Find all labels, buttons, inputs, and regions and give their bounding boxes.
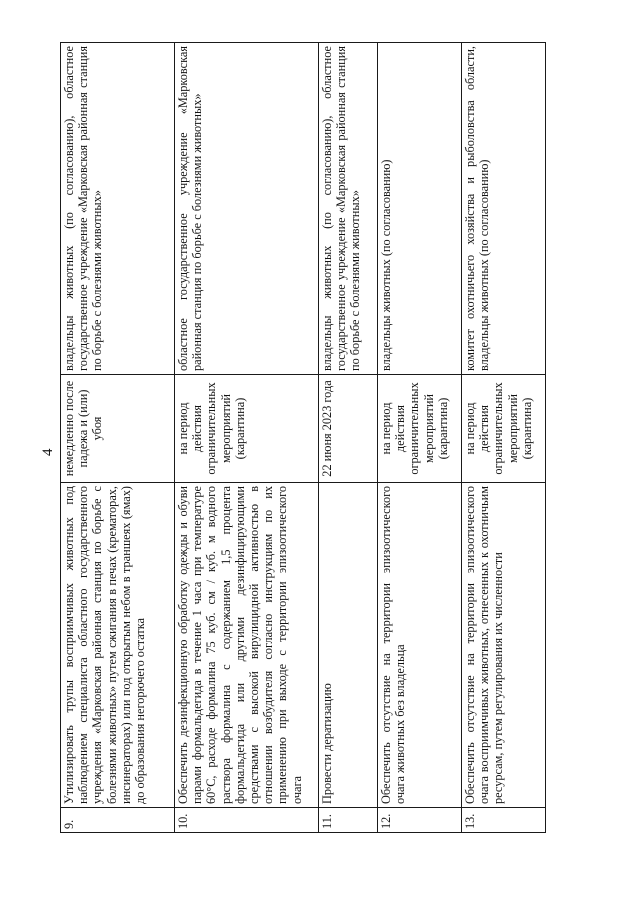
row-number: 13. xyxy=(462,808,546,833)
executor-text: владельцы животных (по согласованию) xyxy=(378,43,462,375)
table-row xyxy=(175,43,319,833)
row-number: 12. xyxy=(378,808,462,833)
period-text: на период действия ограничительных мероприятий (карантина) xyxy=(378,375,462,483)
measure-text: Утилизировать трупы восприимчивых животных под наблюдением специалиста областного государственного учреждения «Марковская районная станция по борьбе с болезнями животных» путем сжигания в печах (крематорах, инсинераторах) или под открытым небом в траншеях (ямах) до образования негорючего остатка xyxy=(61,483,175,808)
table-row xyxy=(61,43,175,833)
measures-table xyxy=(60,42,546,833)
row-number: 10. xyxy=(175,808,319,833)
table-row xyxy=(319,43,378,833)
period-text: на период действия ограничительных мероприятий (карантина) xyxy=(175,375,319,483)
executor-text: владельцы животных (по согласованию), областное государственное учреждение «Марковская районная станция по борьбе с болезнями животных» xyxy=(319,43,378,375)
executor-text: комитет охотничьего хозяйства и рыболовства области, владельцы животных (по согласованию) xyxy=(462,43,546,375)
table-row xyxy=(378,43,462,833)
row-number: 11. xyxy=(319,808,378,833)
executor-text: областное государственное учреждение «Марковская районная станция по борьбе с болезнями животных» xyxy=(175,43,319,375)
measure-text: Провести дератизацию xyxy=(319,483,378,808)
period-text: 22 июня 2023 года xyxy=(319,375,378,483)
measure-text: Обеспечить отсутствие на территории эпизоотического очага животных без владельца xyxy=(378,483,462,808)
row-number: 9. xyxy=(61,808,175,833)
period-text: на период действия ограничительных мероприятий (карантина) xyxy=(462,375,546,483)
measure-text: Обеспечить отсутствие на территории эпизоотического очага восприимчивых животных, отнесенных к охотничьим ресурсам, путем регулирования их численности xyxy=(462,483,546,808)
period-text: немедленно после падежа и (или) убоя xyxy=(61,375,175,483)
measure-text: Обеспечить дезинфекционную обработку одежды и обуви парами формальдегида в течение 1 часа при температуре 60°С, расходе формалина 75 куб. см / куб. м водного раствора формалина с содержанием 1,5 процента формальдегида или другими дезинфицирующими средствами с высокой вирулицидной активностью в отношении возбудителя согласно инструкциям по их применению при выходе с территории эпизоотического очага xyxy=(175,483,319,808)
page-number: 4 xyxy=(40,448,56,456)
table-row xyxy=(462,43,546,833)
executor-text: владельцы животных (по согласованию), областное государственное учреждение «Марковская районная станция по борьбе с болезнями животных» xyxy=(61,43,175,375)
